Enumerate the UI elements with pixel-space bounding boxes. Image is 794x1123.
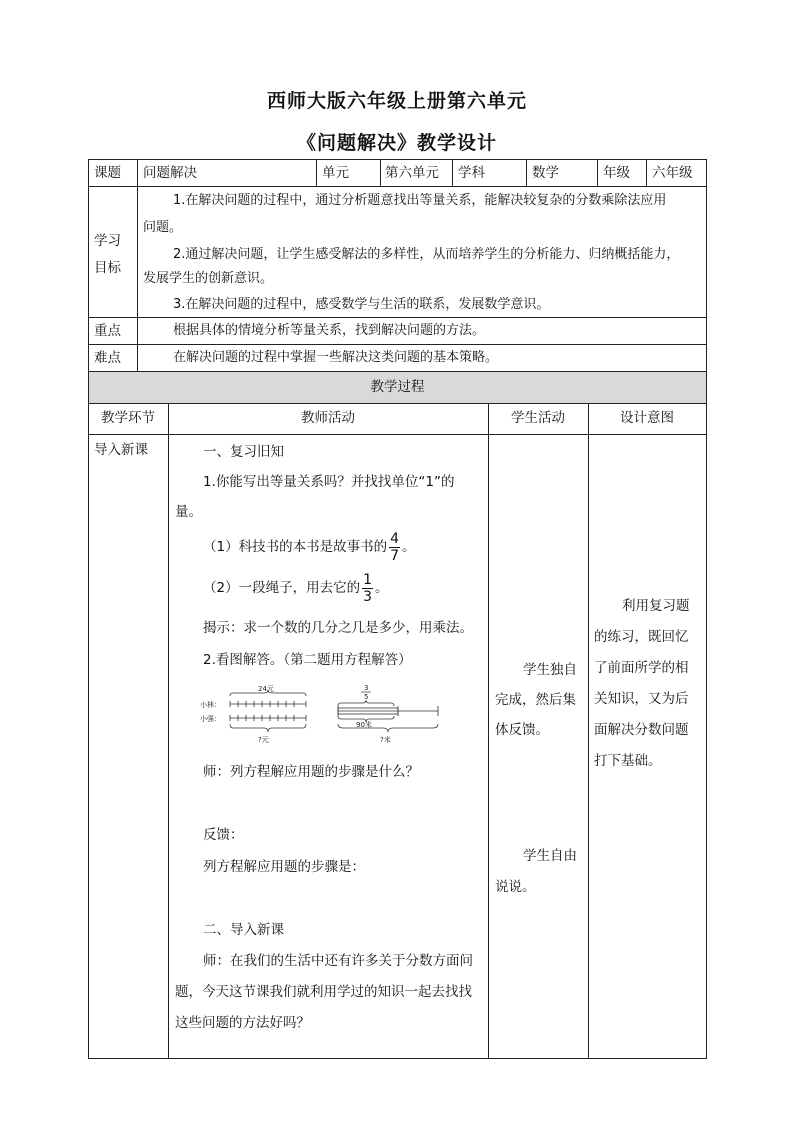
teacher-line: 量。 — [175, 504, 202, 520]
topic-value: 问题解决 — [143, 165, 197, 181]
goal-item-1-line2: 问题。 — [143, 220, 183, 235]
subject-value: 数学 — [532, 165, 559, 181]
goal-item-3: 3.在解决问题的过程中，感受数学与生活的联系，发展数学意识。 — [173, 297, 550, 312]
table-rule — [88, 186, 707, 187]
table-rule — [706, 159, 707, 1058]
col-header-stage: 教学环节 — [101, 410, 155, 426]
document-title: 西师大版六年级上册第六单元 — [266, 90, 527, 112]
student-line: 体反馈。 — [495, 722, 549, 738]
fraction-one-third — [362, 572, 373, 605]
col-header-teacher: 教师活动 — [301, 410, 355, 426]
unit-label: 单元 — [322, 165, 349, 181]
fraction-numerator: 1 — [363, 571, 373, 588]
diagram-left-unknown: ?元 — [258, 736, 269, 744]
teacher-line: 揭示：求一个数的几分之几是多少，用乘法。 — [203, 620, 473, 636]
teacher-question-1 — [203, 527, 416, 567]
process-heading: 教学过程 — [370, 379, 425, 395]
table-rule — [88, 317, 707, 318]
table-rule — [88, 403, 707, 404]
diagram-row-xiaoqiang: 小强： — [200, 715, 221, 723]
teacher-line: 1.你能写出等量关系吗？并找找单位“1”的 — [203, 474, 455, 490]
table-rule — [588, 403, 589, 1058]
goal-item-1-line1: 1.在解决问题的过程中，通过分析题意找出等量关系，能解决较复杂的分数乘除法应用 — [173, 193, 667, 208]
teacher-line: 师：在我们的生活中还有许多关于分数方面问 — [203, 953, 473, 969]
diagram-right-known: 90米 — [356, 721, 372, 729]
table-rule — [168, 403, 169, 1058]
table-rule — [88, 344, 707, 345]
teacher-line: 一、复习旧知 — [203, 444, 284, 460]
table-rule — [137, 159, 138, 371]
difficulty-text: 在解决问题的过程中掌握一些解决这类问题的基本策略。 — [173, 350, 499, 365]
diagram-left-total: 24元 — [258, 685, 274, 693]
diagram-right-fraction-num: 3 — [364, 684, 369, 692]
teacher-line: 题，今天这节课我们就利用学过的知识一起去找找 — [175, 984, 472, 1000]
teacher-line: 列方程解应用题的步骤是： — [203, 859, 365, 875]
table-rule — [88, 434, 707, 435]
intent-line: 的练习，既回忆 — [594, 629, 689, 645]
key-point-label: 重点 — [94, 323, 121, 339]
goal-item-2-line1: 2.通过解决问题，让学生感受解法的多样性，从而培养学生的分析能力、归纳概括能力， — [173, 247, 680, 262]
goals-label-line1: 学习 — [94, 233, 121, 249]
teacher-line: 这些问题的方法好吗？ — [175, 1015, 310, 1031]
fraction-four-sevenths — [389, 531, 400, 564]
teacher-question-2 — [203, 568, 389, 608]
unit-value: 第六单元 — [385, 165, 439, 181]
teacher-line: 师：列方程解应用题的步骤是什么？ — [203, 764, 419, 780]
table-rule — [88, 159, 89, 1058]
grade-value: 六年级 — [652, 165, 693, 181]
goal-item-2-line2: 发展学生的创新意识。 — [143, 271, 274, 286]
teacher-line: 反馈： — [203, 827, 244, 843]
table-rule — [488, 403, 489, 1058]
fraction-denominator: 3 — [363, 588, 373, 605]
stage-name: 导入新课 — [94, 442, 148, 458]
question-1-end: 。 — [402, 539, 416, 555]
question-1-text: （1）科技书的本书是故事书的 — [203, 539, 388, 555]
fraction-numerator: 4 — [390, 530, 400, 547]
col-header-intent: 设计意图 — [620, 410, 674, 426]
word-problem-diagram — [198, 684, 448, 744]
diagram-right-unknown: ?米 — [380, 736, 391, 744]
key-point-text: 根据具体的情境分析等量关系，找到解决问题的方法。 — [173, 323, 486, 338]
difficulty-label: 难点 — [94, 350, 121, 366]
table-rule — [597, 159, 598, 186]
col-header-student: 学生活动 — [511, 410, 565, 426]
intent-line: 了前面所学的相 — [594, 660, 689, 676]
table-rule — [646, 159, 647, 186]
student-line: 学生独自 — [523, 662, 577, 678]
teacher-line: 2.看图解答。（第二题用方程解答） — [203, 652, 412, 668]
table-rule — [88, 1058, 707, 1059]
student-line: 说说。 — [495, 879, 536, 895]
topic-label: 课题 — [94, 165, 121, 181]
table-rule — [88, 371, 707, 372]
table-rule — [526, 159, 527, 186]
student-line: 完成，然后集 — [495, 692, 576, 708]
goals-label-line2: 目标 — [94, 260, 121, 276]
table-rule — [452, 159, 453, 186]
subject-label: 学科 — [458, 165, 485, 181]
document-subtitle: 《问题解决》教学设计 — [296, 132, 497, 154]
teacher-line: 二、导入新课 — [203, 922, 284, 938]
intent-line: 利用复习题 — [622, 598, 690, 614]
fraction-denominator: 7 — [390, 547, 400, 564]
diagram-right-fraction-den: 5 — [364, 693, 369, 701]
question-2-text: （2）一段绳子，用去它的 — [203, 580, 361, 596]
question-2-end: 。 — [375, 580, 389, 596]
intent-line: 关知识，又为后 — [594, 691, 689, 707]
diagram-row-xiaolin: 小林： — [200, 701, 221, 709]
table-rule — [88, 159, 707, 160]
student-line: 学生自由 — [523, 848, 577, 864]
intent-line: 打下基础。 — [594, 753, 662, 769]
intent-line: 面解决分数问题 — [594, 722, 689, 738]
grade-label: 年级 — [603, 165, 630, 181]
table-rule — [316, 159, 317, 186]
table-rule — [380, 159, 381, 186]
